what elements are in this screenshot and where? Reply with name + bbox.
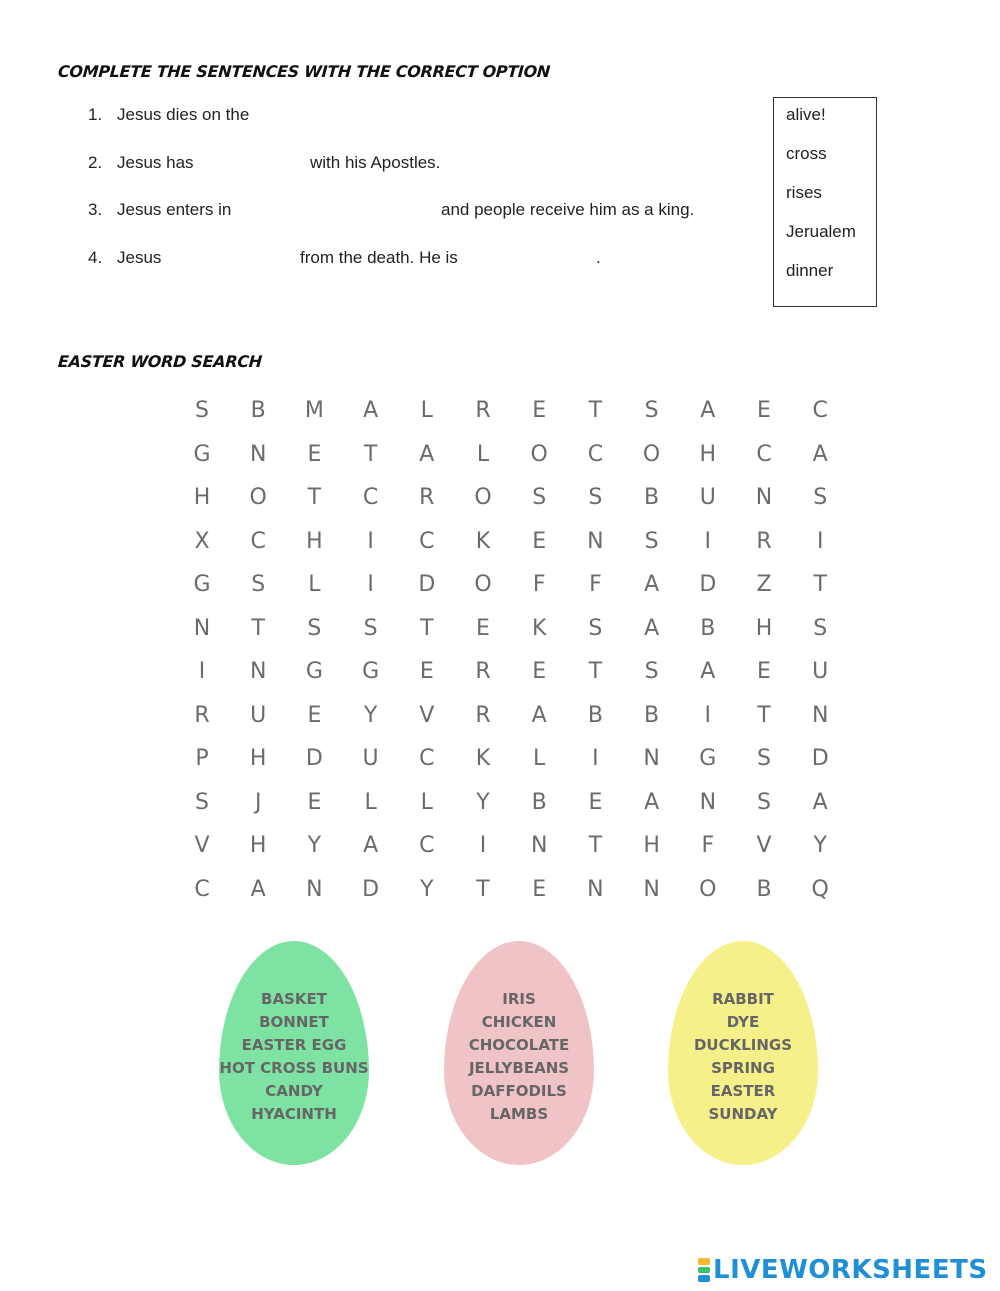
grid-letter[interactable]: T: [476, 876, 490, 902]
grid-letter[interactable]: C: [756, 441, 772, 467]
answer-blank-3[interactable]: [240, 198, 435, 220]
grid-letter[interactable]: V: [756, 833, 772, 858]
word-list-item: JELLYBEANS: [468, 1059, 570, 1077]
grid-letter[interactable]: H: [193, 485, 211, 510]
grid-letter[interactable]: R: [475, 702, 491, 728]
word-list-item: CANDY: [265, 1082, 323, 1100]
logo-bar: [698, 1258, 710, 1265]
grid-letter[interactable]: C: [362, 485, 379, 510]
grid-letter[interactable]: E: [307, 789, 322, 815]
grid-letter[interactable]: S: [532, 485, 547, 510]
grid-letter[interactable]: X: [194, 528, 210, 554]
word-list-item: DAFFODILS: [471, 1082, 567, 1100]
sentence-text: Jesus dies on the: [117, 105, 250, 124]
grid-letter[interactable]: H: [249, 746, 267, 771]
word-list-egg-green: [219, 941, 369, 1165]
logo-bar: [698, 1275, 710, 1282]
grid-letter[interactable]: B: [531, 789, 547, 815]
logo-icon: [698, 1257, 710, 1283]
grid-letter[interactable]: A: [644, 789, 660, 815]
grid-letter[interactable]: H: [699, 441, 717, 467]
grid-letter[interactable]: H: [306, 528, 323, 554]
word-list-item: CHICKEN: [481, 1013, 557, 1031]
grid-letter[interactable]: G: [699, 746, 717, 771]
grid-letter[interactable]: E: [532, 528, 547, 554]
grid-letter[interactable]: E: [532, 876, 547, 902]
word-bank-item: alive!: [786, 105, 826, 124]
grid-letter[interactable]: M: [304, 398, 324, 423]
grid-letter[interactable]: B: [700, 615, 716, 641]
grid-letter[interactable]: C: [194, 876, 210, 902]
grid-letter[interactable]: D: [362, 876, 380, 902]
grid-letter[interactable]: H: [249, 833, 267, 858]
grid-letter[interactable]: S: [813, 485, 828, 510]
grid-letter[interactable]: E: [307, 702, 322, 728]
grid-letter[interactable]: V: [194, 833, 210, 858]
grid-letter[interactable]: B: [587, 702, 603, 728]
word-bank-item: dinner: [786, 261, 834, 280]
grid-letter[interactable]: P: [195, 746, 209, 771]
exercise-1-title: COMPLETE THE SENTENCES WITH THE CORRECT OPTION: [57, 62, 551, 81]
grid-letter[interactable]: N: [587, 876, 604, 902]
grid-letter[interactable]: G: [305, 659, 323, 684]
grid-letter[interactable]: Q: [811, 876, 829, 902]
word-bank-item: Jerualem: [786, 222, 856, 241]
grid-letter[interactable]: Y: [813, 833, 827, 858]
word-list-item: EASTER: [710, 1082, 776, 1100]
grid-letter[interactable]: N: [249, 441, 267, 467]
grid-letter[interactable]: C: [250, 528, 266, 554]
grid-letter[interactable]: A: [812, 441, 828, 467]
grid-letter[interactable]: G: [193, 572, 211, 597]
grid-letter[interactable]: E: [476, 615, 490, 641]
word-list-item: DUCKLINGS: [693, 1036, 793, 1054]
grid-letter[interactable]: I: [198, 659, 206, 684]
grid-letter[interactable]: C: [419, 746, 435, 771]
grid-letter[interactable]: B: [250, 398, 266, 423]
grid-letter[interactable]: C: [419, 528, 435, 554]
grid-letter[interactable]: Y: [476, 789, 490, 815]
grid-letter[interactable]: L: [533, 746, 546, 771]
grid-letter[interactable]: E: [307, 441, 322, 467]
grid-letter[interactable]: O: [699, 876, 717, 902]
grid-letter[interactable]: N: [587, 528, 604, 554]
grid-letter[interactable]: O: [474, 572, 492, 597]
word-list-item: BONNET: [259, 1013, 329, 1031]
grid-letter[interactable]: N: [643, 746, 660, 771]
grid-letter[interactable]: S: [644, 528, 659, 554]
grid-letter[interactable]: T: [813, 572, 827, 597]
logo-bar: [698, 1267, 710, 1274]
grid-letter[interactable]: D: [418, 572, 436, 597]
word-list-egg-yellow: [668, 941, 818, 1165]
grid-letter[interactable]: A: [250, 876, 266, 902]
grid-letter[interactable]: K: [475, 746, 491, 771]
word-bank-item: rises: [786, 183, 822, 202]
word-list-item: SUNDAY: [708, 1105, 778, 1123]
word-list-item: IRIS: [502, 990, 536, 1008]
grid-letter[interactable]: S: [195, 789, 209, 815]
sentence-text: Jesus has: [117, 153, 194, 172]
grid-letter[interactable]: I: [367, 528, 374, 554]
grid-letter[interactable]: U: [812, 659, 829, 684]
grid-letter[interactable]: R: [194, 702, 210, 728]
sentence-number: 1.: [88, 105, 103, 124]
sentence-end: .: [596, 248, 601, 267]
grid-letter[interactable]: S: [307, 615, 322, 641]
answer-blank-5[interactable]: [472, 246, 592, 268]
answer-blank-4[interactable]: [166, 246, 296, 268]
grid-letter[interactable]: S: [251, 572, 266, 597]
grid-letter[interactable]: N: [530, 833, 548, 858]
word-list-item: BASKET: [261, 990, 327, 1008]
grid-letter[interactable]: T: [588, 659, 603, 684]
grid-letter[interactable]: U: [362, 746, 379, 771]
grid-letter[interactable]: B: [644, 702, 660, 728]
grid-letter[interactable]: A: [644, 572, 660, 597]
word-list-item: HYACINTH: [251, 1105, 337, 1123]
grid-letter[interactable]: S: [363, 615, 378, 641]
grid-letter[interactable]: T: [251, 615, 265, 641]
grid-letter[interactable]: I: [592, 746, 599, 771]
grid-letter[interactable]: G: [193, 441, 211, 467]
grid-letter[interactable]: H: [643, 833, 660, 858]
grid-letter[interactable]: O: [249, 485, 267, 510]
sentence-number: 2.: [88, 153, 103, 172]
grid-letter[interactable]: I: [704, 528, 712, 554]
grid-letter[interactable]: D: [811, 746, 829, 771]
grid-letter[interactable]: S: [757, 789, 771, 815]
grid-letter[interactable]: R: [475, 659, 491, 684]
logo-text: LIVEWORKSHEETS: [713, 1255, 988, 1285]
grid-letter[interactable]: Y: [420, 876, 434, 902]
word-bank-item: cross: [786, 144, 827, 163]
grid-letter[interactable]: R: [475, 398, 491, 423]
word-list-item: RABBIT: [712, 990, 774, 1008]
word-list-item: LAMBS: [489, 1105, 549, 1123]
sentence-text: Jesus: [117, 248, 162, 267]
grid-letter[interactable]: N: [306, 876, 323, 902]
grid-letter[interactable]: K: [475, 528, 491, 554]
exercise-2-title: EASTER WORD SEARCH: [57, 352, 263, 371]
grid-letter[interactable]: S: [644, 659, 659, 684]
grid-letter[interactable]: J: [254, 789, 262, 815]
grid-letter[interactable]: A: [700, 659, 716, 684]
word-list-egg-pink: [444, 941, 594, 1165]
liveworksheets-logo: [698, 1255, 988, 1285]
word-list-item: DYE: [726, 1013, 760, 1031]
sentence-text-after: from the death. He is: [300, 248, 458, 267]
grid-letter[interactable]: A: [531, 702, 547, 728]
grid-letter[interactable]: A: [700, 398, 716, 423]
grid-letter[interactable]: I: [816, 528, 824, 554]
grid-letter[interactable]: T: [588, 833, 603, 858]
grid-letter[interactable]: E: [532, 659, 547, 684]
grid-letter[interactable]: B: [644, 485, 660, 510]
grid-letter[interactable]: C: [419, 833, 435, 858]
grid-letter[interactable]: I: [704, 702, 712, 728]
grid-letter[interactable]: O: [530, 441, 548, 467]
sentence-text: Jesus enters in: [117, 200, 232, 219]
grid-letter[interactable]: T: [420, 615, 434, 641]
sentence-text-after: and people receive him as a king.: [441, 200, 695, 219]
grid-letter[interactable]: E: [757, 398, 771, 423]
grid-letter[interactable]: N: [811, 702, 829, 728]
sentence-number: 4.: [88, 248, 103, 267]
sentence-text-after: with his Apostles.: [310, 153, 441, 172]
grid-letter[interactable]: E: [532, 398, 547, 423]
grid-letter[interactable]: E: [588, 789, 603, 815]
grid-letter[interactable]: L: [364, 789, 377, 815]
grid-letter[interactable]: F: [589, 572, 602, 597]
grid-letter[interactable]: F: [701, 833, 715, 858]
grid-letter[interactable]: Y: [307, 833, 322, 858]
answer-blank-1[interactable]: [258, 103, 408, 125]
grid-letter[interactable]: S: [757, 746, 771, 771]
grid-letter[interactable]: S: [195, 398, 209, 423]
grid-letter[interactable]: I: [479, 833, 487, 858]
grid-letter[interactable]: A: [644, 615, 660, 641]
grid-letter[interactable]: T: [363, 441, 378, 467]
grid-letter[interactable]: S: [588, 615, 603, 641]
grid-letter[interactable]: A: [363, 833, 379, 858]
grid-letter[interactable]: F: [532, 572, 546, 597]
grid-letter[interactable]: B: [756, 876, 772, 902]
grid-letter[interactable]: T: [588, 398, 603, 423]
grid-letter[interactable]: T: [307, 485, 322, 510]
grid-letter[interactable]: N: [193, 615, 211, 641]
grid-letter[interactable]: C: [587, 441, 604, 467]
grid-letter[interactable]: D: [699, 572, 717, 597]
grid-letter[interactable]: A: [812, 789, 828, 815]
grid-letter[interactable]: S: [813, 615, 828, 641]
grid-letter[interactable]: K: [531, 615, 547, 641]
grid-letter[interactable]: C: [812, 398, 828, 423]
word-list-item: EASTER EGG: [241, 1036, 347, 1054]
grid-letter[interactable]: Y: [363, 702, 378, 728]
word-list-item: HOT CROSS BUNS: [219, 1059, 369, 1077]
grid-letter[interactable]: N: [755, 485, 773, 510]
grid-letter[interactable]: E: [419, 659, 434, 684]
grid-letter[interactable]: O: [642, 441, 661, 467]
grid-letter[interactable]: D: [305, 746, 323, 771]
grid-letter[interactable]: N: [249, 659, 267, 684]
grid-letter[interactable]: L: [476, 441, 490, 467]
grid-letter[interactable]: I: [367, 572, 374, 597]
grid-letter[interactable]: S: [588, 485, 603, 510]
word-list-item: SPRING: [711, 1059, 775, 1077]
grid-letter[interactable]: U: [699, 485, 716, 510]
grid-letter[interactable]: E: [757, 659, 771, 684]
grid-letter[interactable]: U: [250, 702, 267, 728]
grid-letter[interactable]: S: [644, 398, 659, 423]
grid-letter[interactable]: O: [474, 485, 492, 510]
sentence-number: 3.: [88, 200, 103, 219]
word-list-item: CHOCOLATE: [468, 1036, 570, 1054]
word-bank: [773, 97, 877, 307]
grid-letter[interactable]: V: [419, 702, 435, 728]
grid-letter[interactable]: H: [755, 615, 773, 641]
grid-letter[interactable]: L: [308, 572, 321, 597]
grid-letter[interactable]: L: [420, 398, 433, 423]
grid-letter[interactable]: N: [699, 789, 717, 815]
grid-letter[interactable]: R: [419, 485, 435, 510]
answer-blank-2[interactable]: [198, 151, 303, 173]
grid-letter[interactable]: A: [363, 398, 379, 423]
grid-letter[interactable]: L: [420, 789, 433, 815]
grid-letter[interactable]: T: [757, 702, 771, 728]
grid-letter[interactable]: Z: [756, 572, 772, 597]
grid-letter[interactable]: R: [756, 528, 772, 554]
grid-letter[interactable]: A: [419, 441, 435, 467]
grid-letter[interactable]: N: [643, 876, 660, 902]
grid-letter[interactable]: G: [362, 659, 380, 684]
